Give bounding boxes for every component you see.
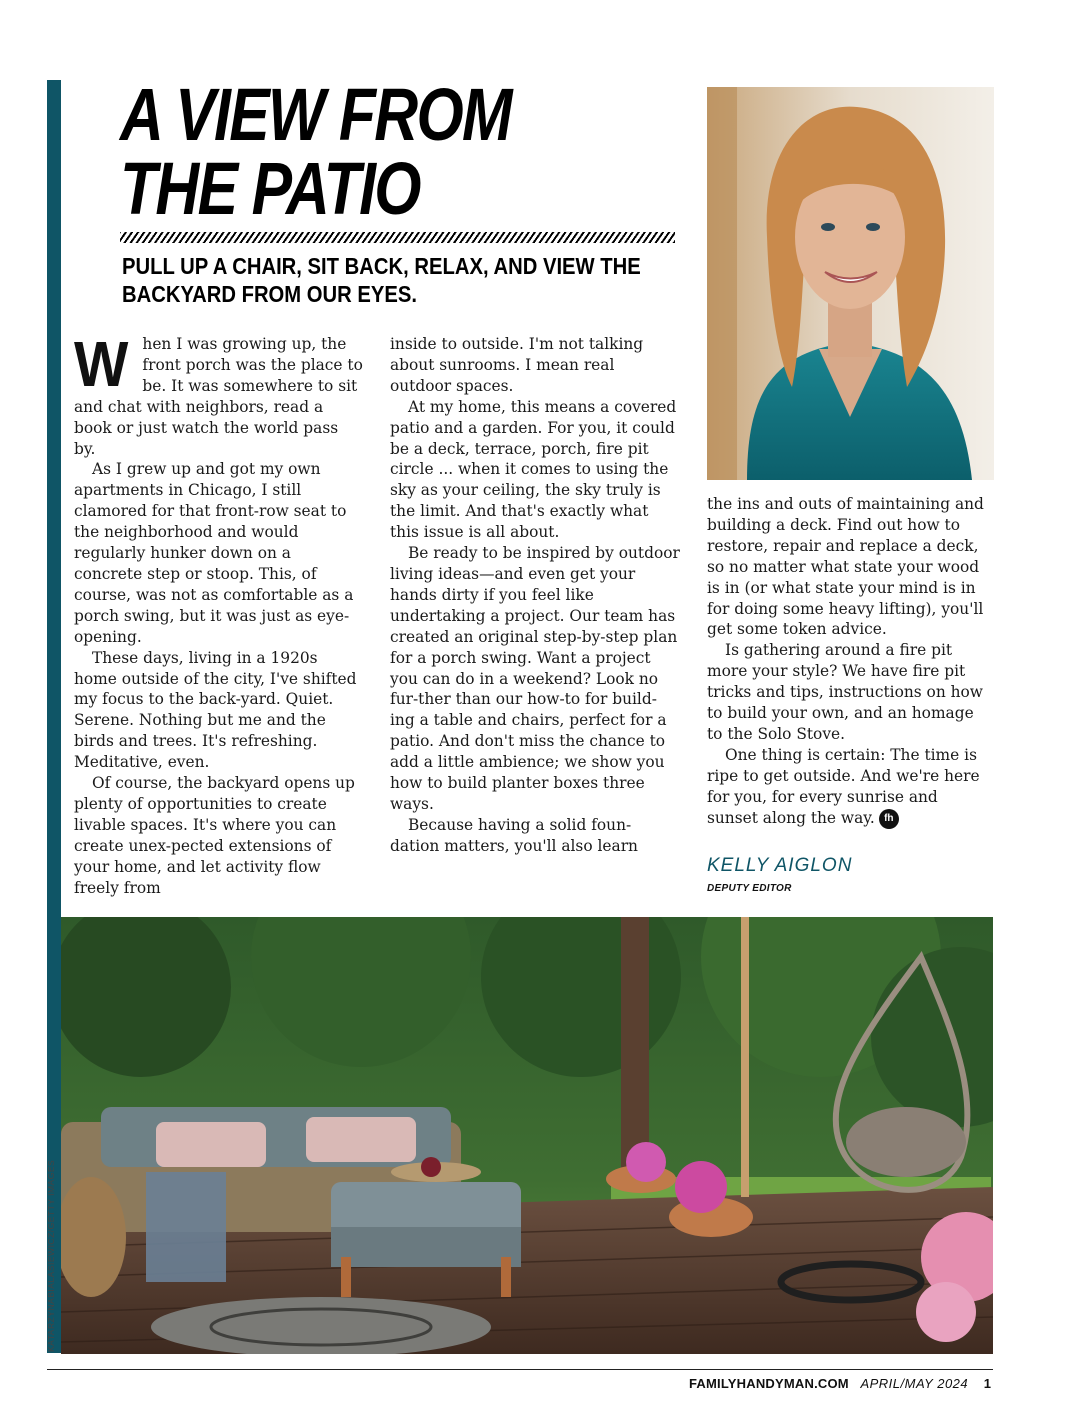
footer-issue: APRIL/MAY 2024 [860, 1376, 969, 1391]
page-number: 1 [983, 1376, 991, 1391]
paragraph: Because having a solid foun-dation matters, you'll also learn [390, 815, 638, 855]
paragraph: the ins and outs of maintaining and building a deck. Find out how to restore, repair and replace a deck, so no matter what state your wood is in (or what state your mind is in for doing some heavy lifting), you'll get some token advice. [707, 495, 984, 639]
text-column-1 [74, 328, 364, 898]
paragraph: Of course, the backyard opens up plenty of opportunities to create livable spaces. It's where you can create unex-pected extensions of your home, and let activity flow freely from [74, 774, 355, 897]
hatched-divider [120, 232, 675, 243]
drop-cap: W [74, 328, 129, 400]
footer-divider [47, 1369, 993, 1370]
paragraph: These days, living in a 1920s home outside of the city, I've shifted my focus to the back-yard. Quiet. Serene. Nothing but me and the birds and trees. It's refreshing. Meditative, even. [74, 648, 357, 772]
paragraph: inside to outside. I'm not talking about sunrooms. I mean real outdoor spaces. [390, 335, 644, 395]
text-column-2 [390, 334, 680, 857]
paragraph: Is gathering around a fire pit more your style? We have fire pit tricks and tips, instructions on how to build your own, and an homage to the Solo Stove. [707, 641, 983, 743]
photo-credit: KATARZYNABIALASIEWICZ/GETTY IMAGES [46, 1159, 56, 1352]
paragraph: At my home, this means a covered patio and a garden. For you, it could be a deck, terrace, porch, fire pit circle ... when it comes to using the sky as your ceiling, the sky truly is the limit. And that's exactly what this issue is all about. [390, 397, 677, 542]
backyard-patio-photo [61, 917, 993, 1354]
paragraph: One thing is certain: The time is ripe to get outside. And we're here for you, for every sunrise and sunset along the way. fh [707, 745, 980, 827]
article-title: A VIEW FROM THE PATIO [120, 73, 511, 230]
text-column-3 [707, 494, 992, 829]
paragraph: When I was growing up, the front porch was the place to be. It was somewhere to sit and chat with neighbors, read a book or just watch the world pass by. [74, 328, 363, 458]
author-portrait-photo [707, 87, 994, 480]
author-title: DEPUTY EDITOR [707, 883, 792, 894]
paragraph: Be ready to be inspired by outdoor living ideas—and even get your hands dirty if you feel like undertaking a project. Our team has created an original step-by-step plan for a porch swing. Want a project you can do in a weekend? Look no fur-ther than our how-to for build-ing a table and chairs, perfect for a patio. And don't miss the chance to add a little ambience; we show you how to build planter boxes three ways. [390, 544, 680, 813]
article-subhead: PULL UP A CHAIR, SIT BACK, RELAX, AND VIEW THE BACKYARD FROM OUR EYES. [122, 253, 641, 307]
footer-site: FAMILYHANDYMAN.COM [688, 1376, 849, 1391]
author-name: KELLY AIGLON [707, 855, 853, 876]
fh-logo-badge: fh [879, 809, 899, 829]
paragraph: As I grew up and got my own apartments in Chicago, I still clamored for that front-row seat to the neighborhood and would regularly hunker down on a concrete step or stoop. This, of course, was not as comfortable as a porch swing, but it was just as eye-opening. [74, 460, 354, 646]
page-footer [689, 1376, 991, 1391]
